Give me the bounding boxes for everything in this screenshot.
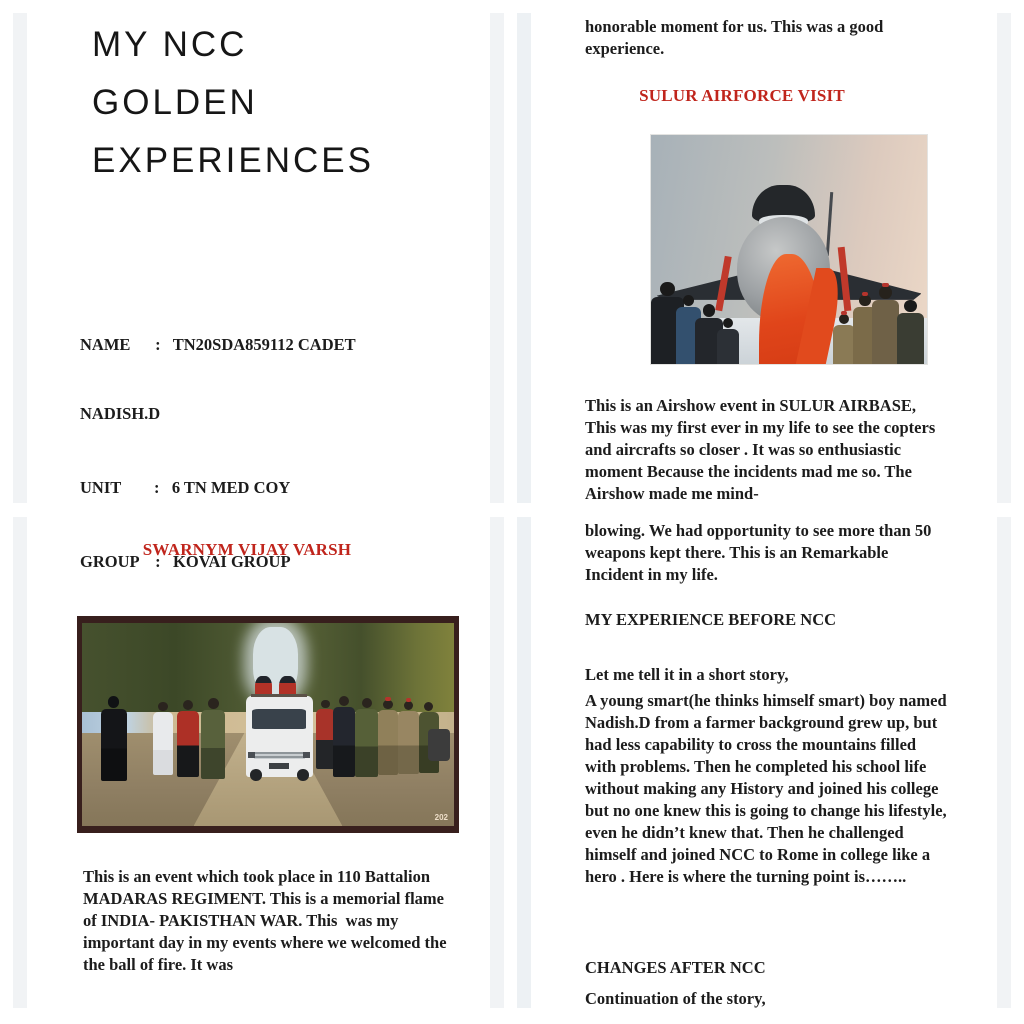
- officer-figure: [333, 696, 355, 777]
- jeep-grille: [254, 752, 305, 759]
- camo-soldier-figure: [201, 698, 225, 779]
- airforce-body-paragraph: This is an Airshow event in SULUR AIRBASE, This was my first ever in my life to see the copters and aircrafts so closer . It was so enthusiastic moment Because the incidents mad me so. The Airshow made me mind-: [585, 396, 940, 503]
- parade-body-paragraph: This is an event which took place in 110 Battalion MADARAS REGIMENT. This is a memorial flame of INDIA- PAKISTHAN WAR. This was my important day in my events where we welcomed the the ball of fire. It was: [83, 867, 451, 974]
- jeep-wheel: [297, 769, 309, 780]
- airforce-intro-paragraph: honorable moment for us. This was a good experience.: [585, 17, 888, 58]
- cadet-figure: [872, 286, 900, 364]
- detail-name-wrap: NADISH.D: [80, 404, 161, 423]
- support-pole: [825, 192, 832, 256]
- page-margin-strip: [997, 517, 1011, 1008]
- spectator-figure: [897, 300, 925, 364]
- camo-soldier-figure: [355, 698, 377, 777]
- jeep-headlight: [248, 752, 255, 758]
- experience-before-ncc-heading: MY EXPERIENCE BEFORE NCC: [585, 610, 837, 629]
- detail-name-line: NAME : TN20SDA859112 CADET: [80, 335, 356, 354]
- jeep-headlight: [303, 752, 310, 758]
- cadet-figure: [378, 700, 398, 775]
- parade-heading: SWARNYM VIJAY VARSH: [142, 540, 352, 559]
- page-margin-strip: [490, 517, 504, 1008]
- spectator-figure: [717, 318, 739, 364]
- page-margin-strip: [13, 13, 27, 503]
- airshow-jet-photo: [650, 134, 928, 365]
- airshow-continuation-paragraph: blowing. We had opportunity to see more than 50 weapons kept there. This is an Remarkable Incident in my life.: [585, 521, 936, 584]
- story-tail-line: Continuation of the story,: [585, 989, 766, 1008]
- cadet-figure: [398, 701, 418, 774]
- detail-unit-line: UNIT : 6 TN MED COY: [80, 478, 291, 497]
- jeep-windshield: [252, 709, 306, 728]
- red-jacket-figure: [177, 700, 199, 777]
- saluting-officer-figure: [101, 696, 127, 781]
- story-paragraph: A young smart(he thinks himself smart) boy named Nadish.D from a farmer background grew up, but had less capability to cross the mountains filled with problems. Then he completed his school life without making any History and joined his college but no one knew this is going to change his lifestyle, even he didn’t knew that. Then he challenged himself and joined NCC to Rome in college like a hero . Here is where the turning point is……..: [585, 691, 951, 886]
- changes-after-ncc-heading: CHANGES AFTER NCC: [585, 958, 766, 977]
- title-line: MY NCC: [92, 25, 248, 64]
- page-margin-strip: [490, 13, 504, 503]
- page-margin-strip: [517, 517, 531, 1008]
- jeep-wheel: [250, 769, 262, 780]
- navy-officer-figure: [153, 702, 173, 775]
- title-line: EXPERIENCES: [92, 141, 374, 180]
- story-lead-line: Let me tell it in a short story,: [585, 665, 789, 684]
- page-margin-strip: [13, 517, 27, 1008]
- page-margin-strip: [997, 13, 1011, 503]
- title-line: GOLDEN: [92, 83, 258, 122]
- photo-timestamp-watermark: 202: [434, 813, 448, 822]
- white-jeep: [246, 696, 313, 777]
- detail-group-line: GROUP : KOVAI GROUP: [80, 552, 291, 571]
- document-title: [92, 16, 374, 190]
- motorbike: [428, 729, 450, 761]
- airforce-heading: SULUR AIRFORCE VISIT: [639, 86, 845, 105]
- parade-photo: [77, 616, 459, 833]
- page-margin-strip: [517, 13, 531, 503]
- jeep-plate: [269, 763, 289, 769]
